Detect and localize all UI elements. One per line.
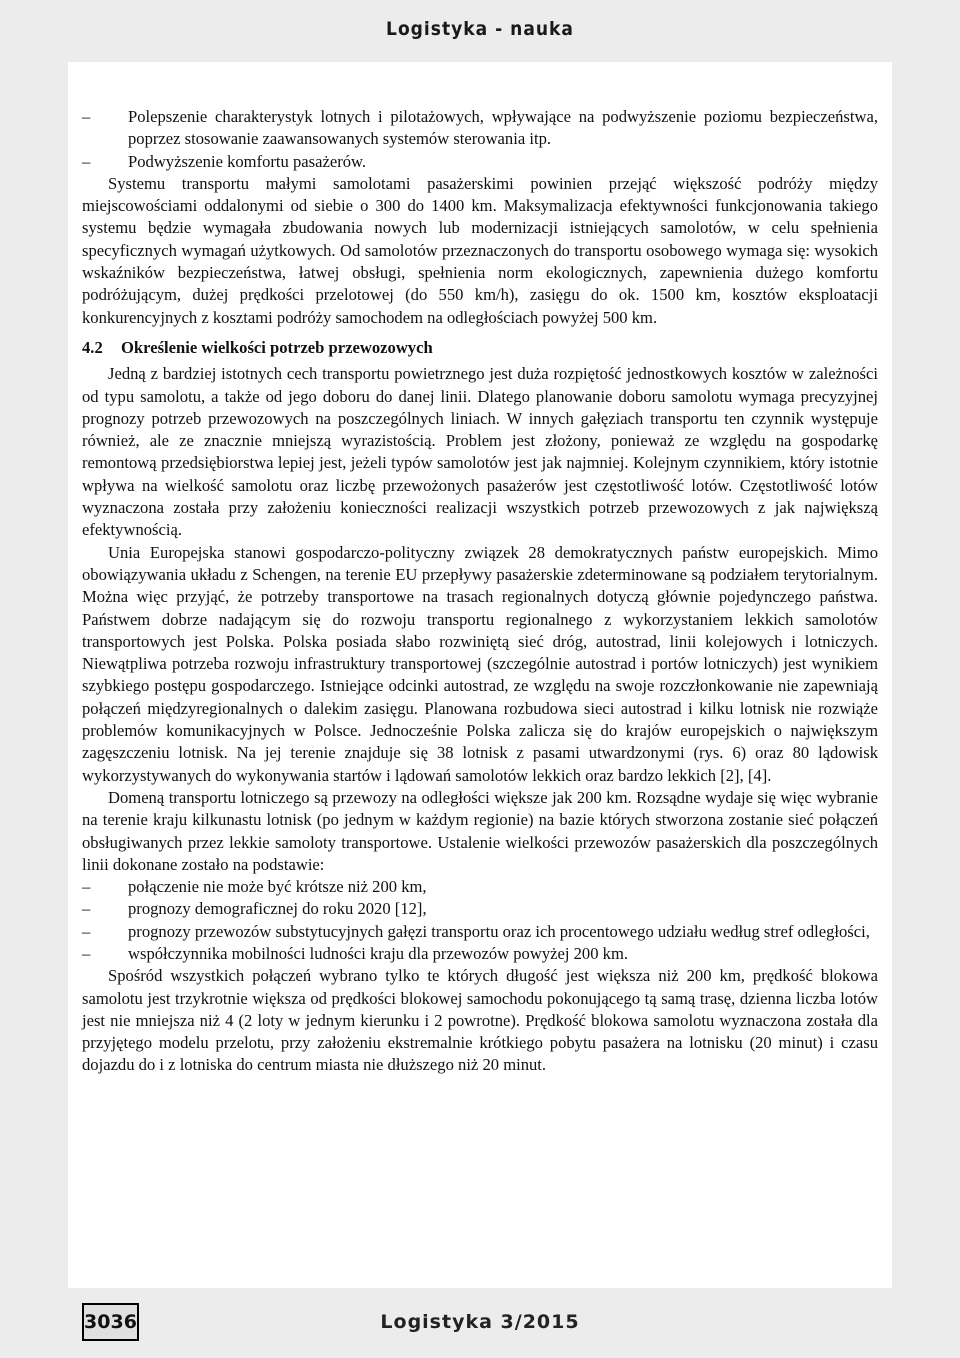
list-item-text: współczynnika mobilności ludności kraju dla przewozów powyżej 200 km.	[128, 943, 629, 963]
list-item	[82, 151, 878, 173]
paragraph: Jedną z bardziej istotnych cech transportu powietrznego jest duża rozpiętość jednostkowych kosztów w zależności od typu samolotu, a także od jego doboru do danej linii. Dlatego planowanie doboru samolotu wymaga precyzyjnej prognozy potrzeb przewozowych na poszczególnych liniach. W innych gałęziach transportu ten czynnik występuje również, ale ze znacznie mniejszą wyrazistością. Problem jest złożony, ponieważ ze względu na gospodarkę remontową przedsiębiorstwa lepiej jest, jeżeli typów samolotów jest jak najmniej. Kolejnym czynnikiem, który istotnie wpływa na wielkość samolotu oraz liczbę przewożonych pasażerów jest częstotliwość lotów. Częstotliwość lotów wyznaczona została przy założeniu konieczności realizacji wszystkich potrzeb przewozowych z jak największą efektywnością.	[82, 364, 878, 540]
list-item-text: prognozy demograficznej do roku 2020 [12],	[128, 899, 427, 919]
paragraph: Systemu transportu małymi samolotami pasażerskimi powinien przejąć większość podróży między miejscowościami oddalonymi od siebie o 300 do 1400 km. Maksymalizacja efektywności funkcjonowania takiego systemu będzie wymagała zbudowania nowych lub modernizacji istniejących samolotów, w celu spełnienia specyficznych wymagań użytkowych. Od samolotów przeznaczonych do transportu osobowego wymaga się: wysokich wskaźników bezpieczeństwa, łatwej obsługi, spełnienia norm ekologicznych, zapewnienia dużego komfortu podróżującym, dużej prędkości przelotowej (do 550 km/h), zasięgu do ok. 1500 km, kosztów eksploatacji konkurencyjnych z kosztami podróży samochodem na odległościach powyżej 500 km.	[82, 173, 878, 327]
section-heading	[82, 337, 878, 359]
dash-marker: –	[82, 899, 91, 919]
dash-marker: –	[82, 943, 91, 963]
dash-marker: –	[82, 107, 91, 126]
article-content	[82, 106, 878, 1077]
journal-issue: Logistyka 3/2015	[380, 1311, 580, 1333]
dash-marker: –	[82, 877, 91, 897]
paragraph: Spośród wszystkich połączeń wybrano tylko te których długość jest większa niż 200 km, prędkość blokowa samolotu jest trzykrotnie większa od prędkości blokowej samochodu pokonującego tą samą trasę, dzienna liczba lotów jest nie mniejsza niż 4 (2 loty w jednym kierunku i 2 powrotne). Prędkość blokowa samolotu wyznaczona została dla przyjętego modelu przelotu, przy założeniu ekstremalnie krótkiego pobytu pasażera na lotnisku (20 minut) i czasu dojazdu do i z lotniska do centrum miasta nie dłuższego niż 20 minut.	[82, 966, 878, 1075]
running-header: Logistyka - nauka	[386, 18, 574, 40]
paragraph: Unia Europejska stanowi gospodarczo-polityczny związek 28 demokratycznych państw europejskich. Mimo obowiązywania układu z Schengen, na terenie EU przepływy pasażerskie zdeterminowane są podziałem terytorialnym. Można więc przyjąć, że potrzeby transportowe na trasach regionalnych dotyczą głównie pojedynczego państwa. Państwem dobrze nadającym się do rozwoju transportu regionalnego z wykorzystaniem lekkich samolotów transportowych jest Polska. Polska posiada słabo rozwiniętą sieć dróg, autostrad, linii kolejowych i lotniczych. Niewątpliwa potrzeba rozwoju infrastruktury transportowej (szczególnie autostrad i portów lotniczych) jest wynikiem szybkiego postępu gospodarczego. Istniejące odcinki autostrad, ze względu na swoje rozczłonkowanie nie zapewniają połączeń międzyregionalnych o dalekim zasięgu. Planowana rozbudowa sieci autostrad i kilku lotnisk nie rozwiąże problemów komunikacyjnych w Polsce. Jednocześnie Polska zalicza się do krajów europejskich o największym zagęszczeniu lotnisk. Na jej terenie znajduje się 38 lotnisk z pasami utwardzonymi (rys. 6) oraz 80 lądowisk wykorzystywanych do wykonywania startów i lądowań samolotów lekkich oraz bardzo lekkich [2], [4].	[82, 542, 878, 785]
list-item-text: Polepszenie charakterystyk lotnych i pilotażowych, wpływające na podwyższenie poziomu bezpieczeństwa, poprzez stosowanie zaawansowanych systemów sterowania itp.	[128, 107, 878, 149]
list-item	[82, 898, 878, 920]
section-title: Określenie wielkości potrzeb przewozowych	[121, 337, 433, 357]
page-body	[68, 62, 892, 1288]
dash-marker: –	[82, 921, 91, 941]
list-item	[82, 921, 878, 943]
list-item-text: prognozy przewozów substytucyjnych gałęzi transportu oraz ich procentowego udziału według stref odległości,	[128, 921, 870, 941]
list-item	[82, 876, 878, 898]
list-item	[82, 943, 878, 965]
list-item-text: Podwyższenie komfortu pasażerów.	[128, 151, 367, 171]
page-number-box: 3036	[82, 1303, 139, 1341]
list-item-text: połączenie nie może być krótsze niż 200 km,	[128, 877, 427, 897]
section-number: 4.2	[82, 337, 103, 357]
list-item	[82, 106, 878, 151]
dash-marker: –	[82, 151, 91, 171]
paragraph: Domeną transportu lotniczego są przewozy na odległości większe jak 200 km. Rozsądne wydaje się więc wybranie na terenie kraju kilkunastu lotnisk (po jednym w każdym regionie) na bazie których stworzona zostanie sieć połączeń obsługiwanych przez lekkie samoloty transportowe. Ustalenie wielkości przewozów pasażerskich dla poszczególnych linii dokonane zostało na podstawie:	[82, 787, 878, 874]
